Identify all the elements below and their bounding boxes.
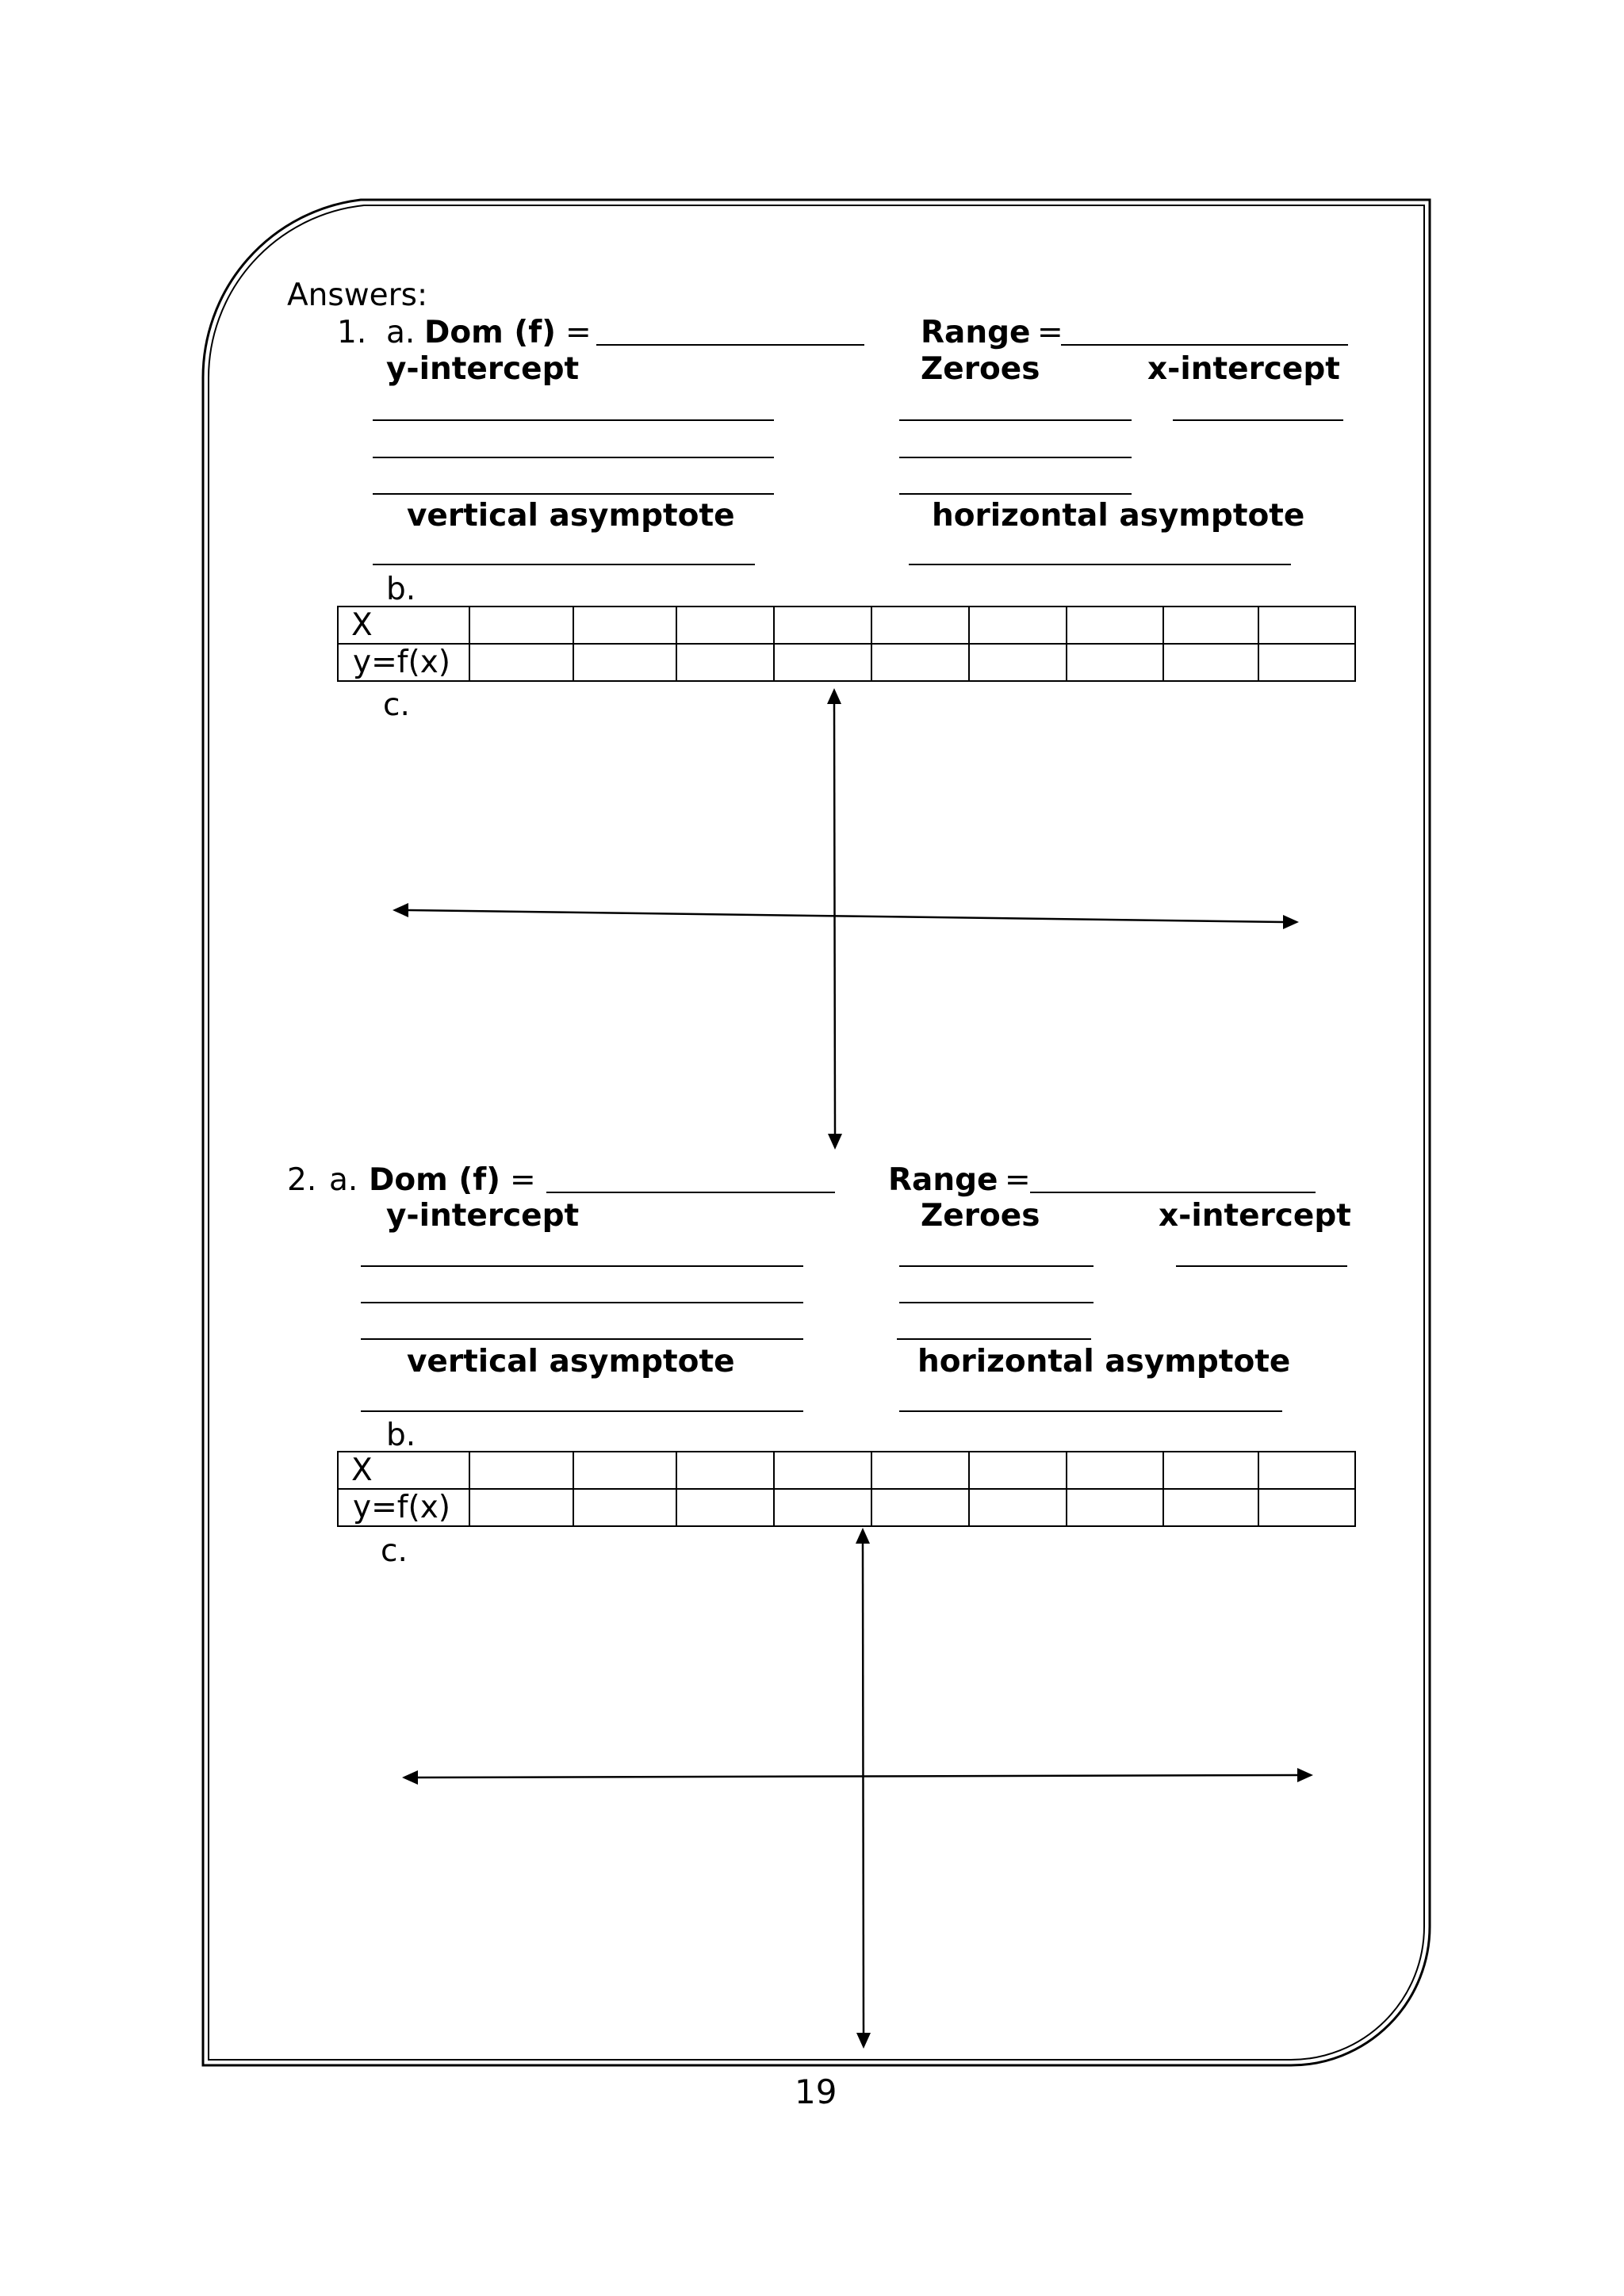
q2-part-b: b. [386, 1418, 416, 1453]
q2-y-axis [863, 1544, 864, 2033]
q1-y-axis-down-arrow [828, 1134, 842, 1150]
q1-y-axis [834, 704, 835, 1134]
q1-part-a: a. [386, 315, 416, 350]
q2-y-axis-down-arrow [856, 2033, 871, 2049]
q2-x-axis-right-arrow [1297, 1768, 1313, 1782]
q1-vertical-asymptote-label: vertical asymptote [407, 498, 735, 534]
q1-y-intercept-label: y-intercept [386, 351, 580, 387]
q2-coordinate-axes [402, 1528, 1313, 2049]
page-number: 19 [795, 2072, 837, 2111]
q1-y-axis-up-arrow [827, 688, 841, 704]
q1-number: 1. [337, 315, 367, 350]
q1-table-y-header: y=f(x) [338, 644, 469, 681]
q2-range-label: Range [888, 1162, 998, 1198]
q1-part-b: b. [386, 572, 416, 607]
q1-dom-label: Dom (f) [424, 315, 556, 350]
answers-heading: Answers: [287, 277, 428, 313]
q2-x-axis-left-arrow [402, 1770, 418, 1785]
q1-x-axis [408, 910, 1283, 922]
q2-number: 2. [287, 1162, 317, 1198]
q2-dom-equals: = [510, 1162, 536, 1198]
q2-part-a: a. [329, 1162, 358, 1198]
q1-dom-equals: = [565, 315, 592, 350]
q1-table-x-header: X [338, 607, 469, 644]
q1-range-equals: = [1037, 315, 1063, 350]
q2-x-axis [418, 1775, 1297, 1777]
q2-table-x-header: X [338, 1452, 469, 1489]
q2-part-c: c. [381, 1533, 408, 1569]
q2-horizontal-asymptote-label: horizontal asymptote [917, 1344, 1291, 1380]
q1-zeroes-label: Zeroes [921, 351, 1040, 387]
q2-y-intercept-label: y-intercept [386, 1198, 580, 1234]
q1-x-intercept-label: x-intercept [1147, 351, 1340, 387]
q2-table-y-header: y=f(x) [338, 1489, 469, 1526]
q1-range-label: Range [921, 315, 1031, 350]
q1-x-axis-left-arrow [393, 903, 408, 917]
q2-vertical-asymptote-label: vertical asymptote [407, 1344, 735, 1380]
q1-coordinate-axes [393, 688, 1299, 1150]
q2-zeroes-label: Zeroes [921, 1198, 1040, 1234]
q1-x-axis-right-arrow [1283, 915, 1299, 929]
q2-dom-label: Dom (f) [369, 1162, 500, 1198]
q2-x-intercept-label: x-intercept [1159, 1198, 1351, 1234]
q1-horizontal-asymptote-label: horizontal asymptote [932, 498, 1305, 534]
q2-range-equals: = [1005, 1162, 1031, 1198]
q2-y-axis-up-arrow [856, 1528, 870, 1544]
q1-part-c: c. [383, 687, 410, 723]
